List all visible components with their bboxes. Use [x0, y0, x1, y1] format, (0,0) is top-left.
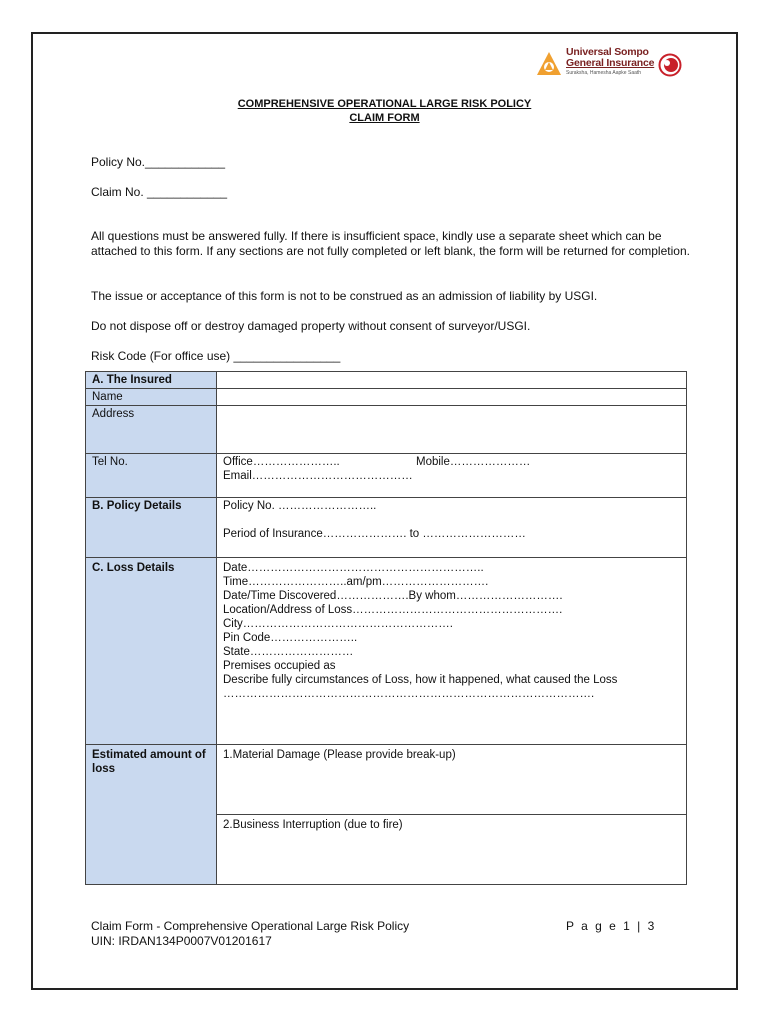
loss-line: Location/Address of Loss………………………………………………. [223, 604, 563, 616]
claim-details-table [85, 371, 687, 885]
logo-line2: General Insurance [566, 57, 655, 69]
address-label: Address [86, 406, 217, 454]
logo-mark-icon [536, 51, 562, 77]
page-footer [91, 919, 409, 949]
business-interruption-label: 2.Business Interruption (due to fire) [223, 819, 403, 831]
instruction-2: The issue or acceptance of this form is not to be construed as an admission of liability by USGI. [91, 289, 598, 303]
policy-section-label: B. Policy Details [86, 498, 217, 558]
page-number: P a g e 1 | 3 [566, 919, 657, 933]
logo-text [566, 47, 654, 69]
footer-uin: UIN: IRDAN134P0007V01201617 [91, 934, 272, 948]
material-damage-label: 1.Material Damage (Please provide break-up) [223, 749, 456, 761]
loss-line: Pin Code………………….. [223, 632, 358, 644]
loss-line: Describe fully circumstances of Loss, how it happened, what caused the Loss [223, 674, 618, 686]
loss-line: Date…………………………………………………….. [223, 562, 484, 574]
tel-office: Office………………….. [223, 456, 340, 468]
table-row [86, 498, 687, 558]
table-row [86, 745, 687, 815]
logo-circle-icon [658, 53, 682, 77]
policy-no-field[interactable]: Policy No.____________ [91, 155, 226, 169]
business-interruption-cell[interactable] [217, 815, 687, 885]
claim-form-page [31, 32, 738, 990]
address-input[interactable] [217, 406, 687, 454]
company-logo [536, 47, 686, 81]
table-row [86, 558, 687, 745]
table-row [86, 406, 687, 454]
loss-line: ……………………………………………………………………………………. [223, 688, 595, 700]
logo-tagline: Suraksha, Hamesha Aapke Saath [566, 70, 642, 76]
instruction-3: Do not dispose off or destroy damaged property without consent of surveyor/USGI. [91, 319, 531, 333]
loss-details-cell[interactable] [217, 558, 687, 745]
estimated-loss-label: Estimated amount of loss [86, 745, 217, 885]
loss-line: Premises occupied as [223, 660, 336, 672]
title-line2: CLAIM FORM [349, 112, 420, 124]
loss-line: City………………………………………………. [223, 618, 453, 630]
table-row [86, 372, 687, 389]
footer-form-name: Claim Form - Comprehensive Operational Large Risk Policy [91, 919, 410, 933]
form-title [33, 97, 736, 125]
claim-no-field[interactable]: Claim No. ____________ [91, 185, 228, 199]
tel-email: Email…………………………………… [223, 470, 413, 482]
table-row [86, 389, 687, 406]
loss-line: Date/Time Discovered……………….By whom………………………. [223, 590, 563, 602]
policy-no-line: Policy No. …………………….. [223, 500, 377, 512]
logo-line1: Universal Sompo [566, 46, 649, 58]
tel-label: Tel No. [86, 454, 217, 498]
name-label: Name [86, 389, 217, 406]
insured-section-label: A. The Insured [86, 372, 217, 389]
tel-mobile: Mobile………………… [416, 456, 531, 468]
period-line: Period of Insurance…………………. to ……………………… [223, 528, 526, 540]
name-input[interactable] [217, 389, 687, 406]
insured-section-cell [217, 372, 687, 389]
policy-details-cell[interactable] [217, 498, 687, 558]
table-row [86, 454, 687, 498]
loss-line: State……………………… [223, 646, 354, 658]
loss-line: Time……………………..am/pm………………………. [223, 576, 489, 588]
loss-section-label: C. Loss Details [86, 558, 217, 745]
instruction-1: All questions must be answered fully. If there is insufficient space, kindly use a separate sheet which can be attached to this form. If any sections are not fully completed or left blank, the form will be returned for completion. [91, 229, 690, 258]
risk-code-field[interactable]: Risk Code (For office use) ________________ [91, 349, 341, 363]
material-damage-cell[interactable] [217, 745, 687, 815]
title-line1: COMPREHENSIVE OPERATIONAL LARGE RISK POLICY [237, 98, 532, 110]
tel-cell[interactable] [217, 454, 687, 498]
